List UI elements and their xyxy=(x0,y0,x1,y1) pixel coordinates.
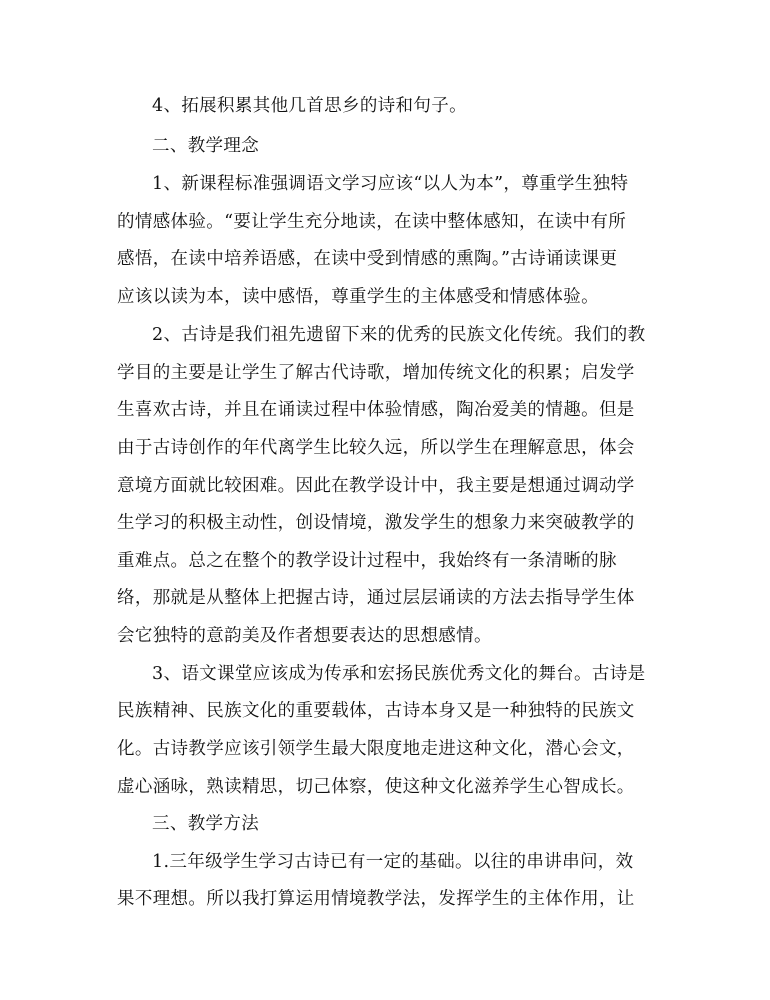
text-line: 生学习的积极主动性，创设情境，激发学生的想象力来突破教学的 xyxy=(117,513,635,533)
text-line: 化。古诗教学应该引领学生最大限度地走进这种文化，潜心会文， xyxy=(117,739,635,759)
text-line: 1、新课程标准强调语文学习应该“以人为本”，尊重学生独特 xyxy=(152,174,629,194)
text-line: 应该以读为本，读中感悟，尊重学生的主体感受和情感体验。 xyxy=(117,287,599,307)
text-line: 虚心涵咏，熟读精思，切己体察，使这种文化滋养学生心智成长。 xyxy=(117,777,635,797)
text-line: 络，那就是从整体上把握古诗，通过层层诵读的方法去指导学生体 xyxy=(117,588,635,608)
text-line: 的情感体验。“要让学生充分地读，在读中整体感知，在读中有所 xyxy=(117,212,627,232)
text-line: 3、语文课堂应该成为传承和宏扬民族优秀文化的舞台。古诗是 xyxy=(152,664,646,684)
text-line: 果不理想。所以我打算运用情境教学法，发挥学生的主体作用，让 xyxy=(117,889,635,909)
text-line: 二、教学理念 xyxy=(152,136,260,156)
text-line: 三、教学方法 xyxy=(152,814,260,834)
text-line: 4、拓展积累其他几首思乡的诗和句子。 xyxy=(152,96,467,116)
text-line: 2、古诗是我们祖先遗留下来的优秀的民族文化传统。我们的教 xyxy=(152,325,646,345)
text-line: 民族精神、民族文化的重要载体，古诗本身又是一种独特的民族文 xyxy=(117,701,635,721)
text-line: 感悟，在读中培养语感，在读中受到情感的熏陶。”古诗诵读课更 xyxy=(117,249,618,269)
text-line: 意境方面就比较困难。因此在教学设计中，我主要是想通过调动学 xyxy=(117,476,635,496)
text-line: 1.三年级学生学习古诗已有一定的基础。以往的串讲串问，效 xyxy=(152,852,634,872)
text-line: 重难点。总之在整个的教学设计过程中，我始终有一条清晰的脉 xyxy=(117,551,617,571)
text-line: 学目的主要是让学生了解古代诗歌，增加传统文化的积累；启发学 xyxy=(117,363,635,383)
text-line: 会它独特的意韵美及作者想要表达的思想感情。 xyxy=(117,626,492,646)
text-line: 由于古诗创作的年代离学生比较久远，所以学生在理解意思，体会 xyxy=(117,438,635,458)
text-line: 生喜欢古诗，并且在诵读过程中体验情感，陶冶爱美的情趣。但是 xyxy=(117,400,635,420)
